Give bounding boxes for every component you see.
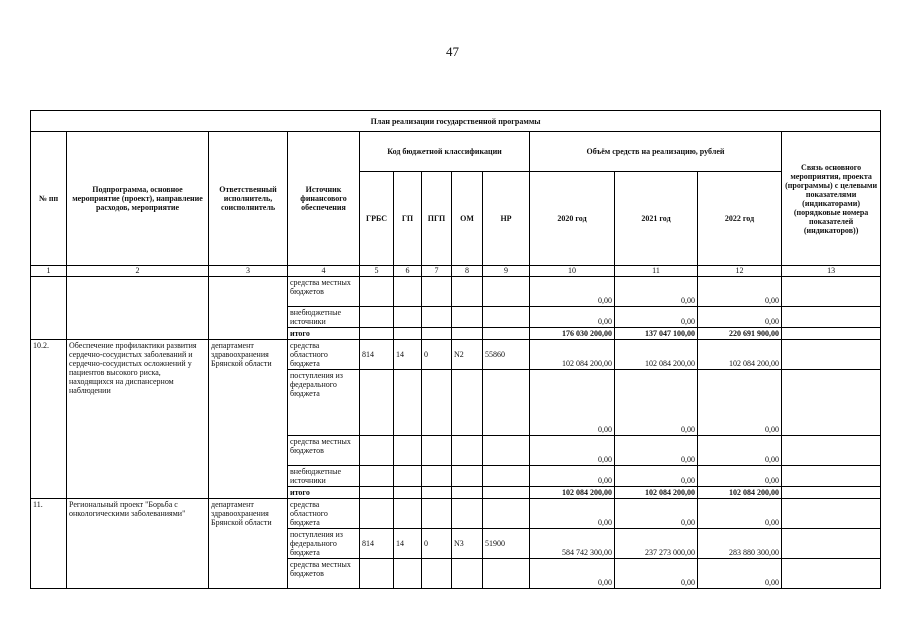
col-number: 2	[67, 266, 209, 277]
cell-2021: 102 084 200,00	[615, 340, 698, 370]
col-number: 8	[452, 266, 483, 277]
column-number-row	[31, 266, 881, 277]
cell-2021: 137 047 100,00	[615, 328, 698, 340]
header-2021: 2021 год	[615, 172, 698, 266]
cell-2020: 102 084 200,00	[530, 340, 615, 370]
cell-2021: 0,00	[615, 307, 698, 328]
cell-2022: 220 691 900,00	[698, 328, 782, 340]
cell-2020: 0,00	[530, 499, 615, 529]
cell-pgp: 0	[422, 340, 452, 370]
cell-source: поступления из федерального бюджета	[288, 370, 360, 436]
cell-source: внебюджетные источники	[288, 466, 360, 487]
cell-2022: 0,00	[698, 370, 782, 436]
cell-nr: 55860	[483, 340, 530, 370]
cell-2020: 102 084 200,00	[530, 487, 615, 499]
table-row	[31, 340, 881, 370]
cell-num	[31, 277, 67, 340]
header-volume: Объём средств на реализацию, рублей	[530, 132, 782, 172]
cell-2020: 0,00	[530, 277, 615, 307]
col-number: 10	[530, 266, 615, 277]
cell-2022: 0,00	[698, 277, 782, 307]
header-2022: 2022 год	[698, 172, 782, 266]
header-2020: 2020 год	[530, 172, 615, 266]
cell-num: 10.2.	[31, 340, 67, 499]
cell-2022: 0,00	[698, 466, 782, 487]
cell-source: средства местных бюджетов	[288, 559, 360, 589]
cell-2021: 102 084 200,00	[615, 487, 698, 499]
cell-name: Региональный проект "Борьба с онкологическими заболеваниями"	[67, 499, 209, 589]
cell-executor: департамент здравоохранения Брянской области	[209, 499, 288, 589]
col-number: 1	[31, 266, 67, 277]
col-number: 11	[615, 266, 698, 277]
cell-pgp: 0	[422, 529, 452, 559]
table-title: План реализации государственной программы	[31, 111, 881, 132]
cell-name	[67, 277, 209, 340]
cell-2020: 0,00	[530, 436, 615, 466]
cell-2021: 237 273 000,00	[615, 529, 698, 559]
header-subprogram: Подпрограмма, основное мероприятие (проект), направление расходов, мероприятие	[67, 132, 209, 266]
cell-source: поступления из федерального бюджета	[288, 529, 360, 559]
cell-2022: 283 880 300,00	[698, 529, 782, 559]
col-number: 5	[360, 266, 394, 277]
header-grbs: ГРБС	[360, 172, 394, 266]
col-number: 9	[483, 266, 530, 277]
cell-2020: 176 030 200,00	[530, 328, 615, 340]
cell-name: Обеспечение профилактики развития сердечно-сосудистых заболеваний и сердечно-сосудистых осложнений у пациентов высокого риска, находящихся на диспансерном наблюдении	[67, 340, 209, 499]
cell-source: итого	[288, 487, 360, 499]
cell-2021: 0,00	[615, 559, 698, 589]
cell-source: средства местных бюджетов	[288, 277, 360, 307]
col-number: 13	[782, 266, 881, 277]
header-om: ОМ	[452, 172, 483, 266]
cell-2020: 0,00	[530, 466, 615, 487]
header-gp: ГП	[394, 172, 422, 266]
col-number: 6	[394, 266, 422, 277]
header-pgp: ПГП	[422, 172, 452, 266]
cell-executor	[209, 277, 288, 340]
cell-grbs: 814	[360, 340, 394, 370]
header-link: Связь основного мероприятия, проекта (программы) с целевыми показателями (индикаторами) (порядковые номера показателей (индикаторов))	[782, 132, 881, 266]
header-num: № пп	[31, 132, 67, 266]
cell-2022: 102 084 200,00	[698, 340, 782, 370]
table-row	[31, 499, 881, 529]
cell-gp: 14	[394, 340, 422, 370]
cell-om: N2	[452, 340, 483, 370]
cell-gp: 14	[394, 529, 422, 559]
cell-num: 11.	[31, 499, 67, 589]
cell-2021: 0,00	[615, 436, 698, 466]
cell-om: N3	[452, 529, 483, 559]
cell-2021: 0,00	[615, 370, 698, 436]
cell-grbs: 814	[360, 529, 394, 559]
header-nr: НР	[483, 172, 530, 266]
cell-source: средства областного бюджета	[288, 499, 360, 529]
col-number: 7	[422, 266, 452, 277]
cell-2020: 0,00	[530, 307, 615, 328]
table-row	[31, 277, 881, 307]
col-number: 3	[209, 266, 288, 277]
cell-2021: 0,00	[615, 466, 698, 487]
cell-2021: 0,00	[615, 277, 698, 307]
cell-2022: 0,00	[698, 436, 782, 466]
header-budget-class: Код бюджетной классификации	[360, 132, 530, 172]
cell-source: внебюджетные источники	[288, 307, 360, 328]
cell-2020: 0,00	[530, 559, 615, 589]
col-number: 4	[288, 266, 360, 277]
cell-source: итого	[288, 328, 360, 340]
cell-2020: 584 742 300,00	[530, 529, 615, 559]
cell-2020: 0,00	[530, 370, 615, 436]
cell-source: средства областного бюджета	[288, 340, 360, 370]
cell-2022: 0,00	[698, 499, 782, 529]
cell-2022: 0,00	[698, 307, 782, 328]
header-source: Источник финансового обеспечения	[288, 132, 360, 266]
col-number: 12	[698, 266, 782, 277]
page-number: 47	[446, 44, 459, 59]
cell-executor: департамент здравоохранения Брянской области	[209, 340, 288, 499]
plan-table	[30, 110, 881, 589]
cell-2021: 0,00	[615, 499, 698, 529]
header-executor: Ответственный исполнитель, соисполнитель	[209, 132, 288, 266]
cell-source: средства местных бюджетов	[288, 436, 360, 466]
cell-nr: 51900	[483, 529, 530, 559]
cell-2022: 102 084 200,00	[698, 487, 782, 499]
cell-2022: 0,00	[698, 559, 782, 589]
